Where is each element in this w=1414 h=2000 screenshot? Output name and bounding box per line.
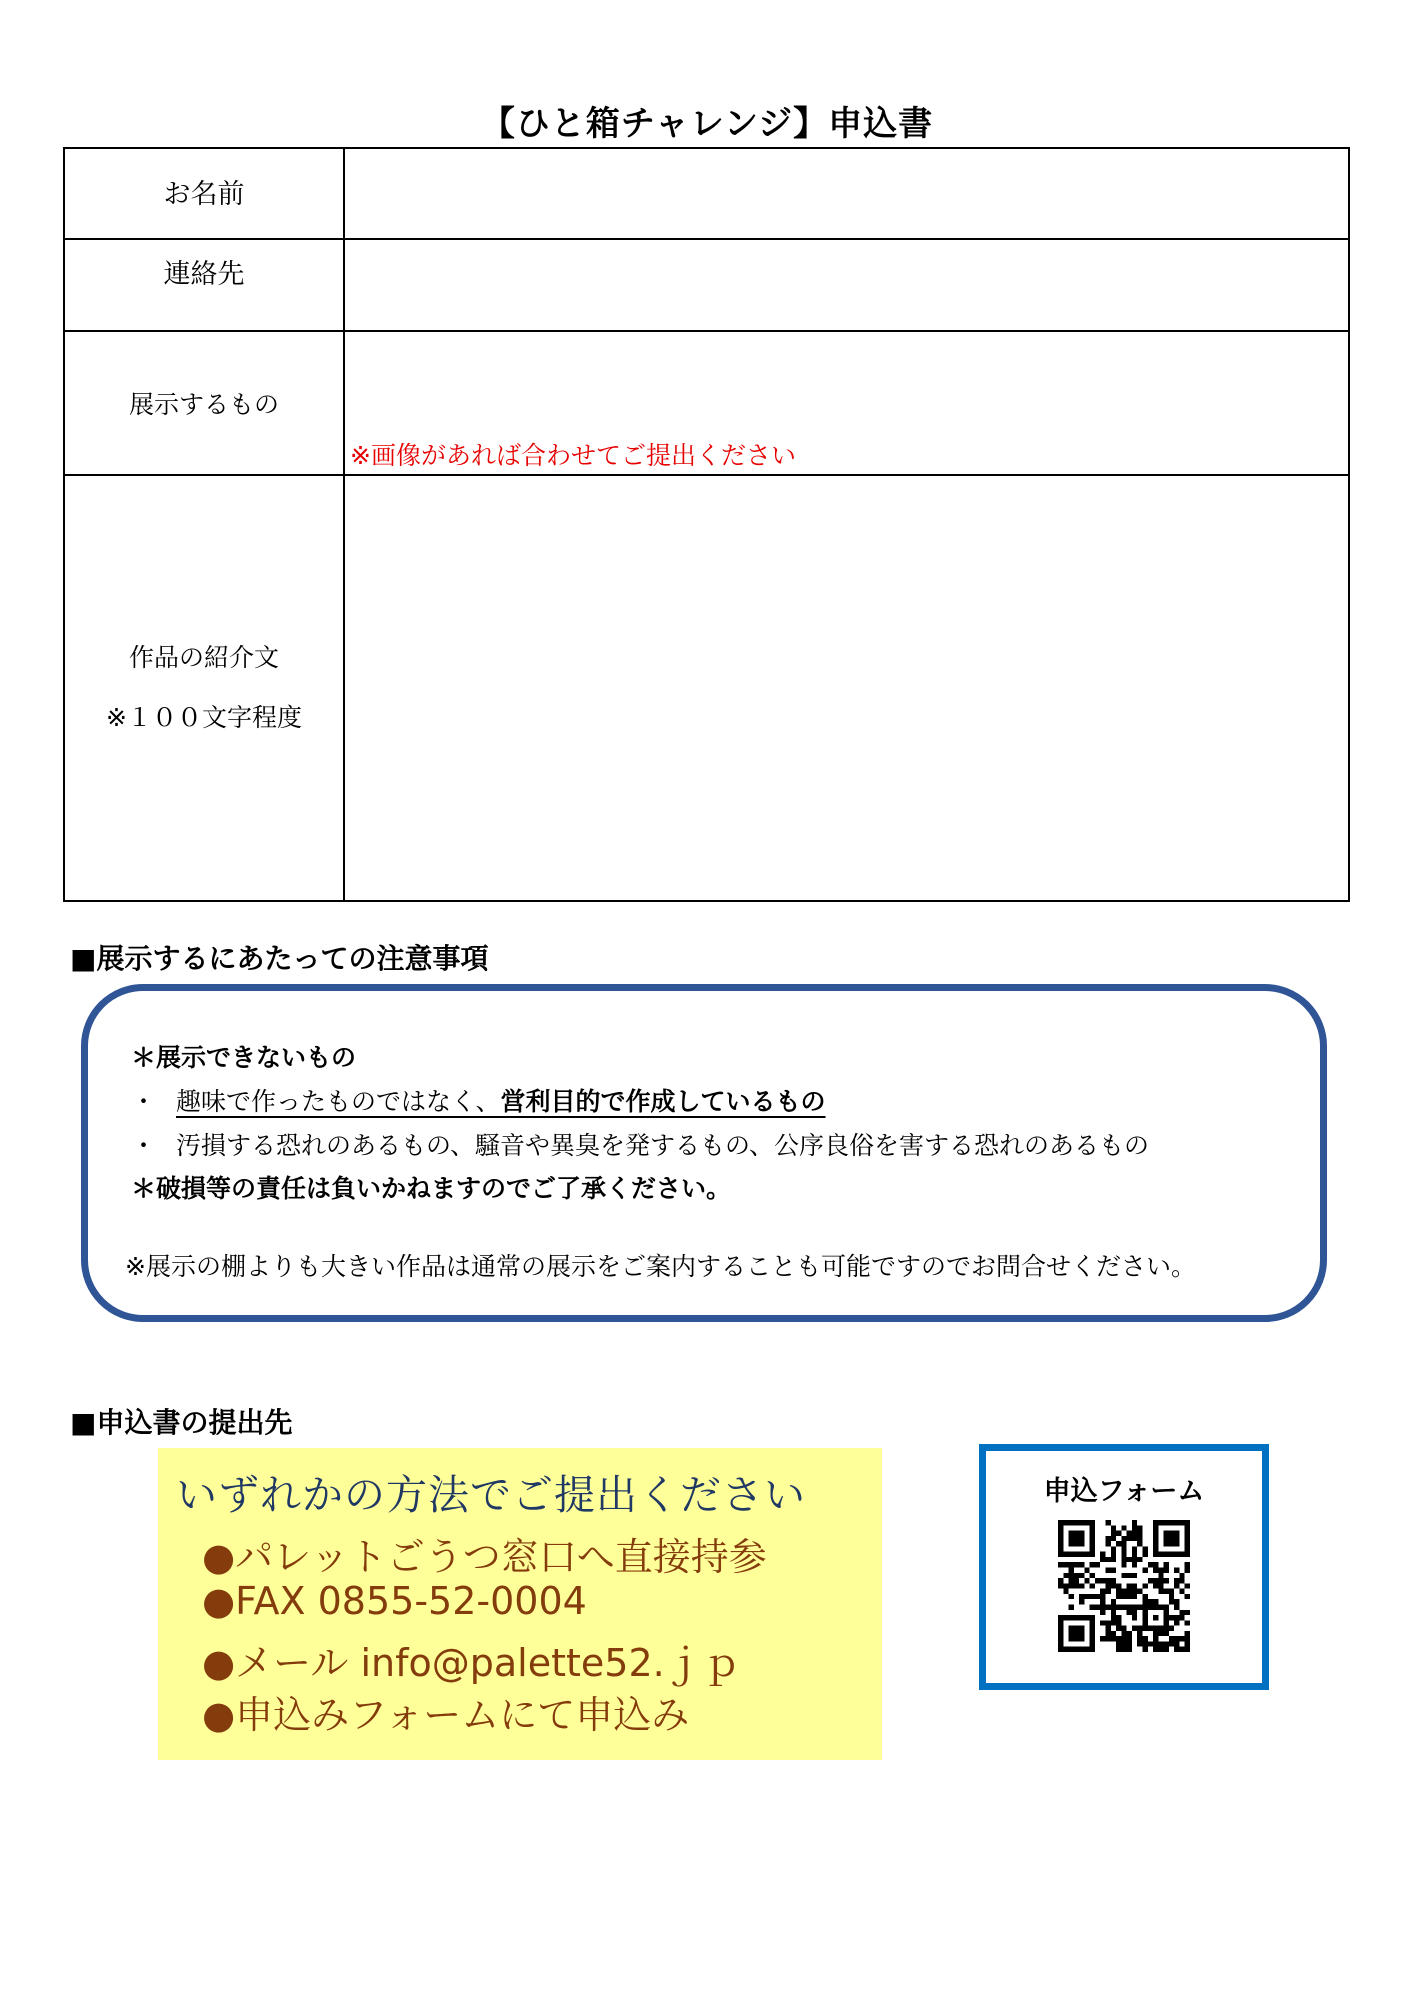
exhibit-image-note: ※画像があれば合わせてご提出ください	[350, 441, 796, 470]
method-fax: ●FAX 0855-52-0004	[202, 1579, 587, 1623]
submit-heading: ■申込書の提出先	[70, 1406, 293, 1439]
notice-box	[81, 984, 1327, 1322]
application-form-table	[63, 147, 1350, 902]
commercial-item-plain: 趣味で作ったものではなく、	[176, 1087, 501, 1116]
contact-field[interactable]	[344, 239, 1349, 331]
name-field[interactable]	[344, 148, 1349, 239]
page-title: 【ひと箱チャレンジ】申込書	[480, 104, 934, 144]
notes-heading: ■展示するにあたっての注意事項	[70, 942, 489, 975]
method-counter: ●パレットごうつ窓口へ直接持参	[202, 1535, 767, 1579]
large-items-note: ※展示の棚よりも大きい作品は通常の展示をご案内することも可能ですのでお問合せください。	[125, 1252, 1196, 1281]
bullet-mark: ・	[131, 1087, 157, 1116]
exhibit-field[interactable]	[344, 331, 1349, 475]
commercial-item-text	[176, 1087, 826, 1116]
form-row-intro	[64, 475, 1349, 901]
name-label-cell	[64, 148, 344, 239]
intro-field[interactable]	[344, 475, 1349, 901]
qr-frame	[979, 1444, 1269, 1690]
damage-item-text: 汚損する恐れのあるもの、騒音や異臭を発するもの、公序良俗を害する恐れのあるもの	[176, 1131, 1150, 1160]
commercial-item-bold: 営利目的で作成しているもの	[500, 1087, 826, 1116]
name-label: お名前	[163, 179, 245, 210]
qr-label: 申込フォーム	[1043, 1476, 1205, 1507]
exhibit-label: 展示するもの	[128, 390, 279, 419]
notice-item-commercial	[131, 1082, 826, 1118]
form-row-contact	[64, 239, 1349, 331]
bullet-mark: ・	[131, 1131, 157, 1160]
notice-item-damage	[131, 1126, 1149, 1162]
method-form: ●申込みフォームにて申込み	[202, 1693, 690, 1737]
contact-label: 連絡先	[163, 258, 245, 290]
form-row-name	[64, 148, 1349, 239]
submission-lead: いずれかの方法でご提出ください	[176, 1471, 806, 1519]
form-row-exhibit	[64, 331, 1349, 475]
cannot-exhibit-heading: ＊展示できないもの	[131, 1043, 357, 1072]
intro-label-cell	[64, 475, 344, 901]
qr-code[interactable]	[1058, 1520, 1190, 1652]
submission-methods-box	[158, 1448, 882, 1760]
method-email: ●メール info@palette52.ｊｐ	[202, 1641, 741, 1685]
liability-note: ＊破損等の責任は負いかねますのでご了承ください。	[131, 1174, 732, 1203]
intro-length-note: ※１００文字程度	[106, 703, 302, 732]
exhibit-label-cell	[64, 331, 344, 475]
contact-label-cell	[64, 239, 344, 331]
intro-label: 作品の紹介文	[128, 643, 279, 672]
